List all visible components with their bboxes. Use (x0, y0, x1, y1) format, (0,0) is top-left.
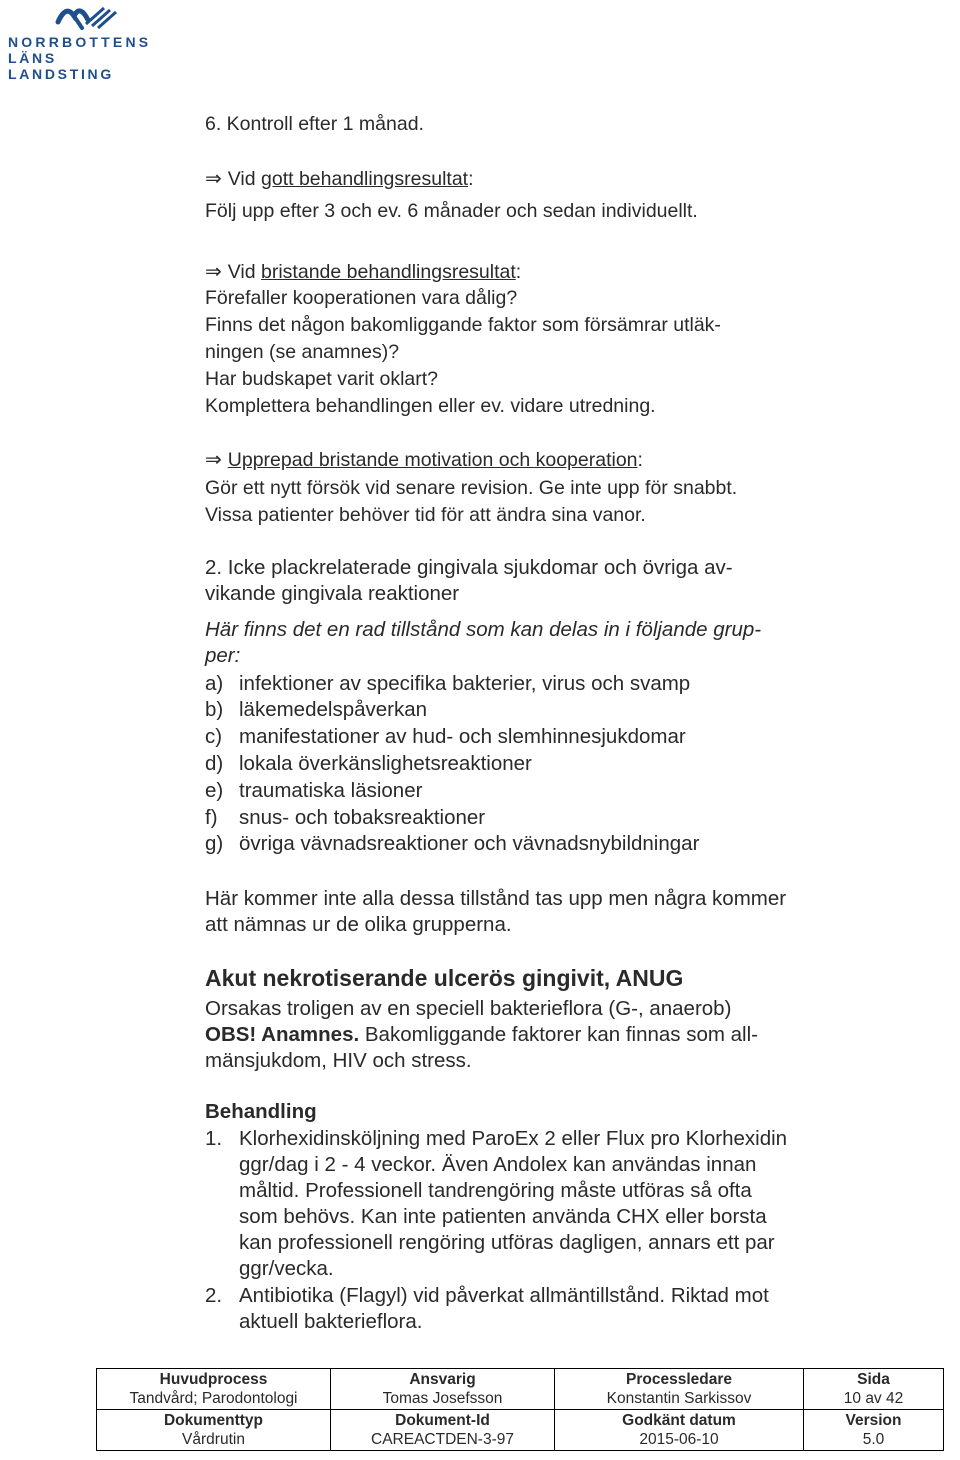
group-item (205, 778, 422, 804)
footer-value: Tandvård; Parodontologi (129, 1390, 298, 1407)
treatment-line: Antibiotika (Flagyl) vid påverkat allmäntillstånd. Riktad mot (239, 1284, 769, 1307)
treatment-line: aktuell bakterieflora. (239, 1310, 423, 1333)
treatment-line: ggr/dag i 2 - 4 veckor. Även Andolex kan användas innan (239, 1153, 757, 1176)
bad-line: Komplettera behandlingen eller ev. vidare utredning. (205, 395, 656, 417)
bad-line: Finns det någon bakomliggande faktor som försämrar utläk- (205, 314, 721, 336)
repeat-underlined: Upprepad bristande motivation och kooperation (227, 449, 638, 471)
treatment-line: kan professionell rengöring utföras dagligen, annars ett par (239, 1231, 775, 1254)
bad-underlined: bristande behandlingsresultat (261, 261, 516, 283)
bad-prefix: Vid (227, 261, 262, 283)
treatment-line: måltid. Professionell tandrengöring måste utföras så ofta (239, 1179, 752, 1202)
footer-header: Dokument-Id (395, 1412, 490, 1429)
repeat-line: Vissa patienter behöver tid för att ändra sina vanor. (205, 504, 646, 526)
section-2-intro-line: Här finns det en rad tillstånd som kan delas in i följande grup- (205, 618, 762, 641)
footer-header: Sida (857, 1371, 890, 1388)
right-arrow-icon: ⇒ (205, 261, 222, 283)
footer-header-cell (555, 1410, 804, 1451)
treatment-line: som behövs. Kan inte patienten använda CHX eller borsta (239, 1205, 767, 1228)
footer-value: 2015-06-10 (639, 1431, 719, 1448)
treatment-item-number: 2. (205, 1284, 223, 1307)
footer-value: Konstantin Sarkissov (606, 1390, 752, 1407)
bad-line: ningen (se anamnes)? (205, 341, 400, 363)
logo-line-1: NORRBOTTENS (8, 34, 152, 50)
section-2-note-line: Här kommer inte alla dessa tillstånd tas upp men några kommer (205, 887, 787, 910)
section-2-note-line: att nämnas ur de olika grupperna. (205, 913, 512, 936)
anug-line: mänsjukdom, HIV och stress. (205, 1049, 472, 1072)
group-text: infektioner av specifika bakterier, virus och svamp (239, 672, 691, 695)
group-letter: e) (205, 779, 224, 802)
group-letter: d) (205, 752, 224, 775)
footer-value: CAREACTDEN-3-97 (371, 1431, 514, 1448)
section-2-intro-line: per: (205, 644, 241, 667)
repeat-line: Gör ett nytt försök vid senare revision. Ge inte upp för snabbt. (205, 477, 738, 499)
footer-header: Version (845, 1412, 902, 1429)
good-result-heading (205, 166, 474, 192)
section-6-heading: 6. Kontroll efter 1 månad. (205, 113, 424, 135)
footer-header: Dokumenttyp (163, 1412, 264, 1429)
logo-line-2: LÄNS LANDSTING (8, 50, 114, 82)
treatment-line: ggr/vecka. (239, 1257, 334, 1280)
section-2-heading-line: 2. Icke plackrelaterade gingivala sjukdomar och övriga av- (205, 556, 733, 579)
group-item (205, 697, 427, 723)
group-text: läkemedelspåverkan (239, 698, 428, 721)
section-2-heading-line: vikande gingivala reaktioner (205, 582, 460, 605)
document-footer-table (96, 1368, 944, 1451)
group-item (205, 831, 699, 857)
footer-header-cell (804, 1369, 944, 1410)
treatment-item-number: 1. (205, 1127, 223, 1150)
good-underlined: gott behandlingsresultat (261, 168, 469, 190)
good-suffix: : (468, 168, 474, 190)
group-item (205, 805, 485, 831)
group-text: övriga vävnadsreaktioner och vävnadsnybildningar (239, 832, 700, 855)
organization-logo (8, 0, 168, 82)
anug-obs-bold: OBS! Anamnes. (205, 1023, 360, 1046)
footer-header: Processledare (626, 1371, 732, 1388)
group-letter: c) (205, 725, 223, 748)
group-text: lokala överkänslighetsreaktioner (239, 752, 532, 775)
logo-mark-icon (8, 0, 168, 34)
footer-header: Ansvarig (409, 1371, 476, 1388)
group-item (205, 671, 690, 697)
treatment-line: Klorhexidinsköljning med ParoEx 2 eller Flux pro Klorhexidin (239, 1127, 788, 1150)
good-prefix: Vid (227, 168, 262, 190)
footer-value: 5.0 (862, 1431, 885, 1448)
bad-line: Förefaller kooperationen vara dålig? (205, 287, 518, 309)
group-text: snus- och tobaksreaktioner (239, 806, 486, 829)
group-letter: b) (205, 698, 224, 721)
footer-header: Huvudprocess (159, 1371, 268, 1388)
group-text: manifestationer av hud- och slemhinnesjukdomar (239, 725, 686, 748)
bad-line: Har budskapet varit oklart? (205, 368, 439, 390)
footer-header: Godkänt datum (622, 1412, 736, 1429)
footer-header-cell (555, 1369, 804, 1410)
bad-suffix: : (515, 261, 522, 283)
anug-heading: Akut nekrotiserande ulcerös gingivit, ANUG (205, 965, 684, 991)
anug-line: Orsakas troligen av en speciell bakterieflora (G-, anaerob) (205, 997, 732, 1020)
treatment-heading: Behandling (205, 1100, 317, 1123)
group-item (205, 751, 532, 777)
right-arrow-icon: ⇒ (205, 449, 222, 471)
footer-header-cell (804, 1410, 944, 1451)
footer-value: Tomas Josefsson (382, 1390, 503, 1407)
right-arrow-icon: ⇒ (205, 168, 222, 190)
footer-header-cell (97, 1369, 331, 1410)
anug-obs-line (205, 1022, 758, 1048)
group-text: traumatiska läsioner (239, 779, 423, 802)
group-letter: f) (205, 806, 218, 829)
repeat-heading (205, 447, 643, 473)
group-letter: a) (205, 672, 224, 695)
footer-value: Vårdrutin (182, 1431, 245, 1448)
bad-result-heading (205, 259, 521, 285)
footer-header-cell (331, 1410, 555, 1451)
group-item (205, 724, 686, 750)
repeat-suffix: : (637, 449, 643, 471)
anug-obs-rest: Bakomliggande faktorer kan finnas som all- (359, 1023, 758, 1046)
group-letter: g) (205, 832, 224, 855)
footer-header-cell (331, 1369, 555, 1410)
footer-header-cell (97, 1410, 331, 1451)
footer-value: 10 av 42 (843, 1390, 904, 1407)
good-result-text: Följ upp efter 3 och ev. 6 månader och sedan individuellt. (205, 200, 698, 222)
